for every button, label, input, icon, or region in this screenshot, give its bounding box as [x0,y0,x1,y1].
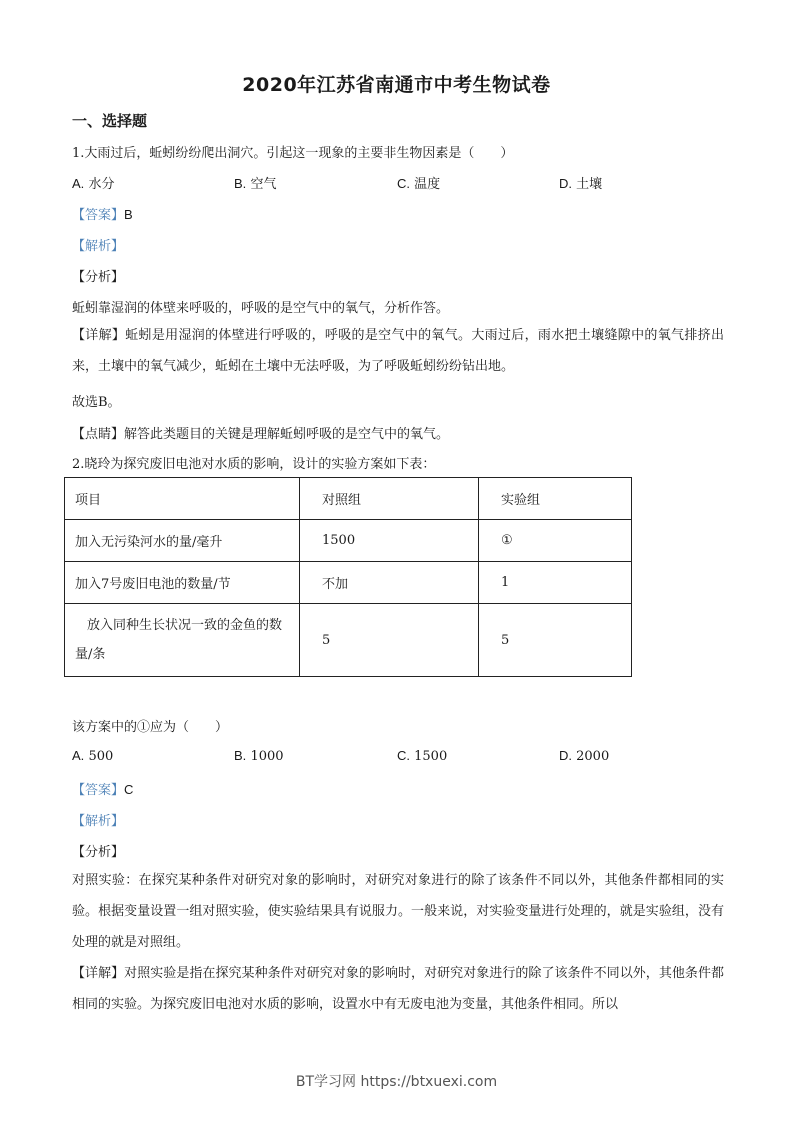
table-header-cell: 项目 [65,478,300,520]
answer-label: 【答案】 [72,783,125,798]
option-d: D. 土壤 [559,176,603,192]
xiangjie-paragraph [72,958,724,1020]
table-cell: 5 [300,604,479,677]
fenxi-label: 【分析】 [72,845,125,860]
table-row [65,562,632,604]
option-a: A. 水分 [72,176,115,192]
option-c: C. 1500 [397,748,448,764]
answer-label: 【答案】 [72,208,125,223]
answer-line-2 [72,779,133,798]
xiangjie-label: 【详解】 [72,328,126,343]
question-2-stem: 2.晓玲为探究废旧电池对水质的影响，设计的实验方案如下表： [72,457,436,472]
fenxi-text: 蚯蚓靠湿润的体壁来呼吸的，呼吸的是空气中的氧气，分析作答。 [72,301,450,316]
table-cell: ① [479,520,632,562]
answer-line-1 [72,204,133,223]
table-header-cell: 对照组 [300,478,479,520]
table-cell: 加入7号废旧电池的数量/节 [65,562,300,604]
table-row [65,604,632,677]
answer-value: C [124,782,134,797]
option-c: C. 温度 [397,176,441,192]
xiangjie-text: 蚯蚓是用湿润的体壁进行呼吸的，呼吸的是空气中的氧气。大雨过后，雨水把土壤缝隙中的氧气排挤出来，土壤中的氧气减少，蚯蚓在土壤中无法呼吸，为了呼吸蚯蚓纷纷钻出地。 [72,328,724,374]
question-1-stem: 1.大雨过后，蚯蚓纷纷爬出洞穴。引起这一现象的主要非生物因素是（ ） [72,146,514,161]
analysis-label: 【解析】 [72,814,125,829]
option-a: A. 500 [72,748,114,764]
section-heading: 一、选择题 [72,112,148,130]
answer-value: B [124,207,133,222]
fenxi-label: 【分析】 [72,270,125,285]
xiangjie-paragraph [72,320,724,382]
page-title: 2020年江苏省南通市中考生物试卷 [242,74,551,96]
table-cell: 加入无污染河水的量/毫升 [65,520,300,562]
table-cell: 5 [479,604,632,677]
experiment-table [64,477,632,677]
table-header-cell: 实验组 [479,478,632,520]
question-2-prompt: 该方案中的①应为（ ） [72,720,229,735]
xiangjie-label: 【详解】 [72,966,125,981]
table-row [65,520,632,562]
dianjing-label: 【点睛】 [72,427,125,442]
table-cell: 1500 [300,520,479,562]
option-b: B. 空气 [234,176,277,192]
choice-text: 故选B。 [72,395,121,410]
table-cell: 1 [479,562,632,604]
option-b: B. 1000 [234,748,284,764]
table-header-row [65,478,632,520]
table-cell: 不加 [300,562,479,604]
xiangjie-text: 对照实验是指在探究某种条件对研究对象的影响时，对研究对象进行的除了该条件不同以外，其他条件都相同的实验。为探究废旧电池对水质的影响，设置水中有无废电池为变量，其他条件相同。所以 [72,966,724,1012]
dianjing-text: 解答此类题目的关键是理解蚯蚓呼吸的是空气中的氧气。 [124,427,450,442]
option-d: D. 2000 [559,748,610,764]
analysis-label: 【解析】 [72,239,125,254]
table-cell: 放入同种生长状况一致的金鱼的数量/条 [65,604,300,677]
fenxi-paragraph: 对照实验：在探究某种条件对研究对象的影响时，对研究对象进行的除了该条件不同以外，其他条件都相同的实验。根据变量设置一组对照实验，使实验结果具有说服力。一般来说，对实验变量进行处理的，就是实验组，没有处理的就是对照组。 [72,873,724,950]
footer-watermark: BT学习网 https://btxuexi.com [295,1074,498,1090]
dianjing-line [72,423,449,442]
